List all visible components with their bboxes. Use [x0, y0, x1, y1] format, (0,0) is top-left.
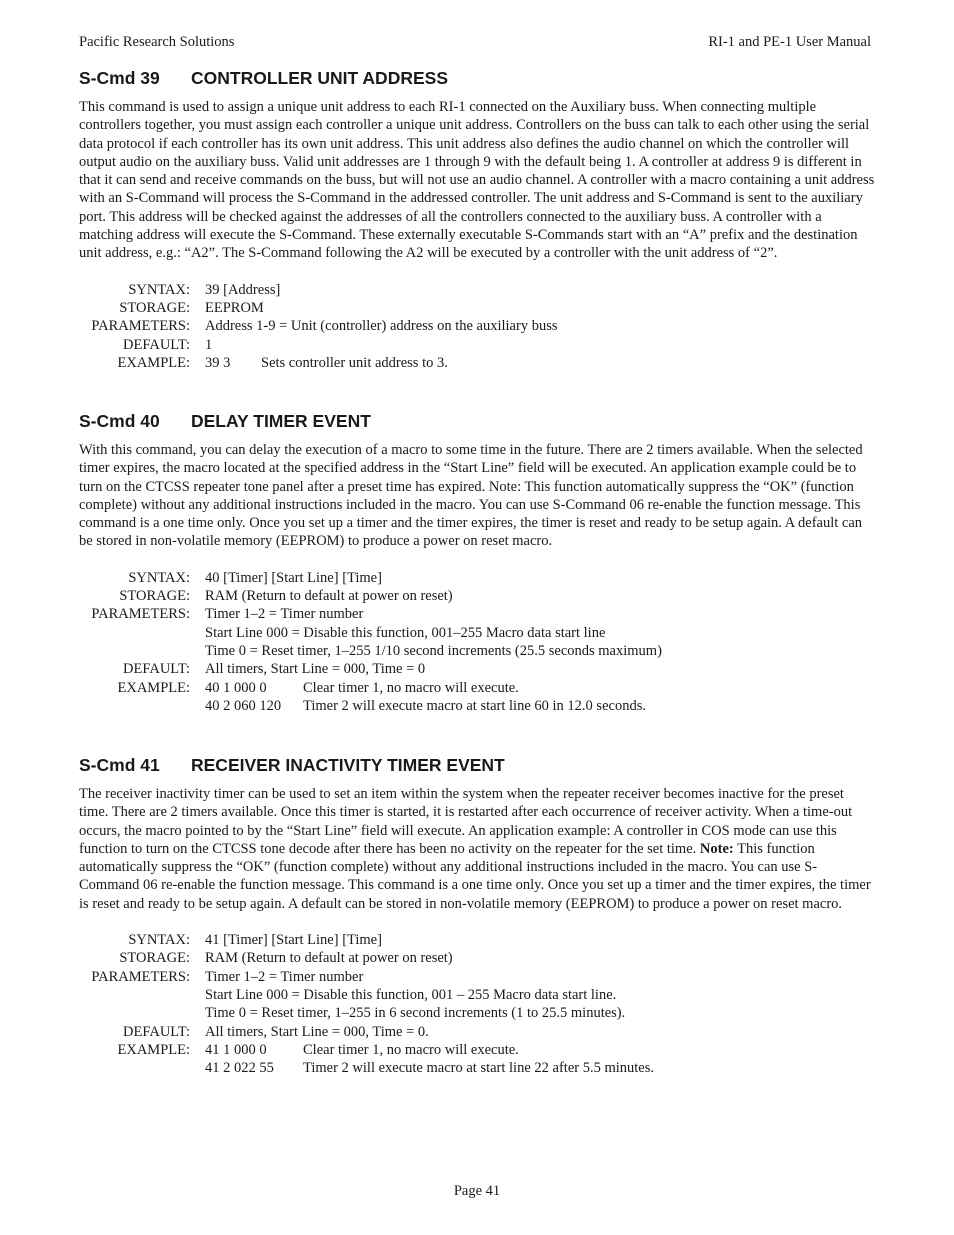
spec-row-parameters-cont: [79, 1004, 654, 1022]
spec-table: [79, 931, 654, 1077]
spec-value: Address 1-9 = Unit (controller) address on the auxiliary buss: [205, 318, 558, 335]
spec-label: PARAMETERS:: [91, 318, 190, 335]
note-label: Note:: [699, 840, 734, 857]
spec-row-example: [79, 679, 662, 697]
example-description: Timer 2 will execute macro at start line 22 after 5.5 minutes.: [303, 1060, 654, 1077]
description-text: The receiver inactivity timer can be used to set an item within the system when the repeater receiver becomes inactive for the preset time. There are 2 timers available. Once this timer is started, it is restarted after each occurrence of receiver activity. When a time-out occurs, the macro pointed to by the “Start Line” field will execute. An application example: A controller in COS mode can use this function to turn on the CTCSS tone decode after there has been no activity on the repeater for the set time.: [79, 786, 853, 857]
spec-value: EEPROM: [205, 299, 264, 316]
command-number: S-Cmd 40: [79, 411, 160, 431]
spec-row-parameters-cont: [79, 642, 662, 660]
spec-label: STORAGE:: [119, 588, 190, 605]
spec-value: All timers, Start Line = 000, Time = 0.: [205, 1023, 429, 1040]
spec-value: Start Line 000 = Disable this function, 001 – 255 Macro data start line.: [205, 986, 617, 1003]
spec-row-storage: [79, 587, 662, 605]
spec-label: SYNTAX:: [128, 569, 190, 586]
page-number: Page 41: [453, 1183, 501, 1199]
example-code: 40 1 000 0: [205, 679, 267, 696]
spec-value: 41 [Timer] [Start Line] [Time]: [205, 932, 382, 949]
spec-row-parameters-cont: [79, 986, 654, 1004]
spec-row-syntax: [79, 569, 662, 587]
example-code: 39 3: [205, 354, 231, 371]
spec-label: EXAMPLE:: [117, 679, 190, 696]
command-title: CONTROLLER UNIT ADDRESS: [191, 68, 448, 88]
example-code: 41 1 000 0: [205, 1041, 267, 1058]
example-description: Clear timer 1, no macro will execute.: [303, 1041, 519, 1058]
header-company: Pacific Research Solutions: [79, 34, 235, 50]
spec-value: Timer 1–2 = Timer number: [205, 606, 364, 623]
example-description: Clear timer 1, no macro will execute.: [303, 679, 519, 696]
spec-row-parameters: [79, 968, 654, 986]
spec-label: DEFAULT:: [123, 336, 190, 353]
spec-row-parameters: [79, 317, 557, 335]
command-title: DELAY TIMER EVENT: [191, 411, 371, 431]
section-description: With this command, you can delay the execution of a macro to some time in the future. There are 2 timers available. When the selected timer expires, the macro located at the specified address in the “Start Line” field will be executed. An application example could be to turn on the CTCSS repeater tone panel after a preset time has expired. Note: This function automatically suppress the “OK” (function complete) without any additional instructions included in the macro. You can use S-Command 06 re-enable the function message. This command is a one time only. Once you set up a timer and the timer expires, the timer is reset and ready to be setup again. A default can be stored in non-volatile memory (EEPROM) to produce a power on reset macro.: [79, 442, 863, 550]
spec-table: [79, 569, 662, 715]
spec-row-example-cont: [79, 1059, 654, 1077]
section-description: [79, 785, 875, 913]
example-code: 40 2 060 120: [205, 697, 282, 714]
spec-value: Time 0 = Reset timer, 1–255 in 6 second increments (1 to 25.5 minutes).: [205, 1005, 626, 1022]
spec-table: [79, 281, 557, 372]
header-manual-title: RI-1 and PE-1 User Manual: [708, 34, 871, 50]
section-scmd-39: [79, 67, 875, 372]
spec-label: EXAMPLE:: [117, 1041, 190, 1058]
spec-row-parameters-cont: [79, 624, 662, 642]
spec-value: Time 0 = Reset timer, 1–255 1/10 second increments (25.5 seconds maximum): [205, 642, 662, 659]
command-title: RECEIVER INACTIVITY TIMER EVENT: [191, 755, 505, 775]
spec-row-example: [79, 354, 557, 372]
spec-value: Timer 1–2 = Timer number: [205, 968, 364, 985]
spec-value: RAM (Return to default at power on reset): [205, 950, 453, 967]
spec-row-default: [79, 660, 662, 678]
spec-row-storage: [79, 299, 557, 317]
spec-value: Start Line 000 = Disable this function, 001–255 Macro data start line: [205, 624, 606, 641]
spec-row-default: [79, 336, 557, 354]
spec-label: SYNTAX:: [128, 281, 190, 298]
section-heading: [79, 410, 875, 432]
spec-row-syntax: [79, 281, 557, 299]
spec-label: DEFAULT:: [123, 1023, 190, 1040]
section-description: This command is used to assign a unique unit address to each RI-1 connected on the Auxiliary buss. When connecting multiple controllers together, you must assign each controller a unique unit address. Controllers on the buss can talk to each other using the serial data protocol if each controller has its own unit address. This unit address also defines the audio channel on which the controller will output audio on the auxiliary buss. Valid unit addresses are 1 through 9 with the default being 1. A controller at address 9 is different in that it can send and receive commands on the buss, but will not use an audio channel. A controller with a macro containing a unit address with an S-Command will process the S-Command in the addressed controller. The unit address and S-Command is sent to the auxiliary port. This address will be checked against the addresses of all the controllers connected to the auxiliary buss. A controller with a matching address will execute the S-Command. These externally executable S-Commands start with an “A” prefix and the destination unit address, e.g.: “A2”. The S-Command following the A2 will be executed by a controller with the unit address of “2”.: [79, 99, 875, 262]
spec-row-parameters: [79, 605, 662, 623]
section-heading: [79, 754, 875, 776]
spec-label: PARAMETERS:: [91, 968, 190, 985]
description-text: This function automatically suppress the “OK” (function complete) without any additional instructions included in the macro. You can use S-Command 06 re-enable the function message. This command is a one time only. Once you set up a timer and the timer expires, the timer is reset and ready to be setup again. A default can be stored in non-volatile memory (EEPROM) to produce a power on reset macro.: [79, 840, 871, 912]
spec-label: STORAGE:: [119, 950, 190, 967]
section-scmd-40: [79, 410, 875, 715]
spec-label: EXAMPLE:: [117, 354, 190, 371]
spec-row-example: [79, 1041, 654, 1059]
spec-value: 1: [205, 336, 213, 353]
spec-label: PARAMETERS:: [91, 606, 190, 623]
command-number: S-Cmd 41: [79, 755, 160, 775]
spec-value: 40 [Timer] [Start Line] [Time]: [205, 569, 382, 586]
spec-row-default: [79, 1023, 654, 1041]
spec-value: RAM (Return to default at power on reset): [205, 588, 453, 605]
spec-row-storage: [79, 949, 654, 967]
section-heading: [79, 67, 875, 89]
example-description: Sets controller unit address to 3.: [261, 354, 448, 371]
spec-value: All timers, Start Line = 000, Time = 0: [205, 661, 426, 678]
spec-value: 39 [Address]: [205, 281, 281, 298]
spec-row-syntax: [79, 931, 654, 949]
example-code: 41 2 022 55: [205, 1060, 274, 1077]
spec-label: STORAGE:: [119, 299, 190, 316]
spec-label: SYNTAX:: [128, 932, 190, 949]
spec-label: DEFAULT:: [123, 661, 190, 678]
spec-row-example-cont: [79, 697, 662, 715]
example-description: Timer 2 will execute macro at start line 60 in 12.0 seconds.: [303, 697, 646, 714]
section-scmd-41: [79, 754, 875, 1077]
command-number: S-Cmd 39: [79, 68, 160, 88]
